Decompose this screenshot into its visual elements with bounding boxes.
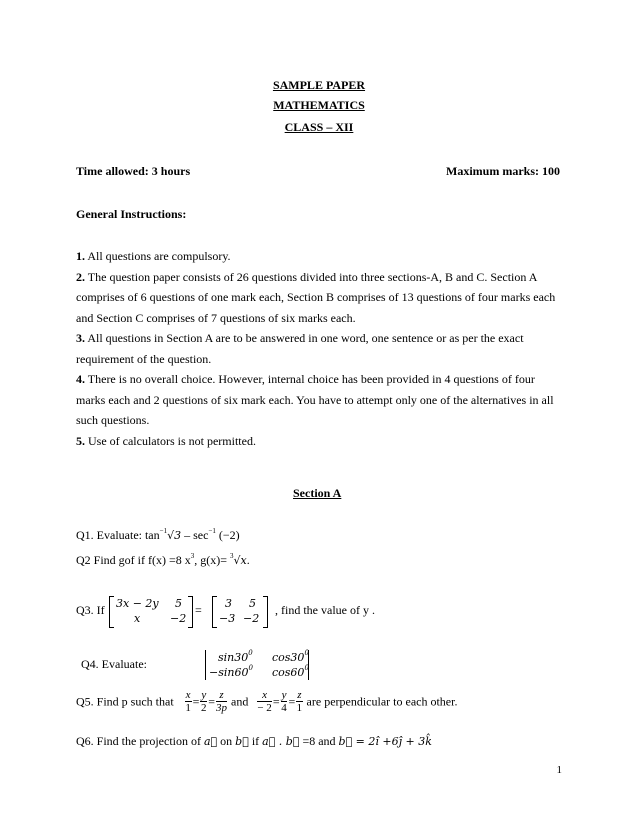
time-allowed: Time allowed: 3 hours xyxy=(76,164,191,178)
determinant: $\sin 30^0$ $\cos 30^0$ $-\sin 60^0$ $\cos 60^0$ xyxy=(205,650,315,682)
matrix-left: 3x − 2y 5 x −2 xyxy=(109,596,209,628)
question-4-label: Q4. Evaluate: xyxy=(81,657,147,671)
instruction-item: 3. All questions in Section A are to be answered in one word, one sentence or as per the exact requirement of the question. xyxy=(76,331,524,366)
instruction-item: 1. All questions are compulsory. xyxy=(76,249,231,263)
instructions-heading: General Instructions: xyxy=(76,207,187,221)
maximum-marks: Maximum marks: 100 xyxy=(446,164,560,178)
question-5: Q5. Find p such that $\frac{x}{1}$ = $\frac{y}{2}$ = $\frac{z}{3p}$ and $\frac{x}{- 2}$ = $\frac{y}{4}$ = $\frac{z}{1}$ are perpendicular to each other. xyxy=(76,689,458,714)
matrix-right: 3 5 −3 −2 xyxy=(212,596,272,628)
question-1: Q1. Evaluate: $\tan^{-1}√3 - \sec^{-1} (-2)$ xyxy=(76,527,240,542)
question-2: Q2 Find gof if f(x) =8 $x^3$, g(x)= $^3$√x. xyxy=(76,552,250,567)
page-number: 1 xyxy=(556,764,562,776)
paper-subject: MATHEMATICS xyxy=(273,98,365,112)
question-3-label: Q3. If xyxy=(76,603,105,617)
instruction-item: 4. There is no overall choice. However, internal choice has been provided in 4 questions of four marks each and 2 questions of six mark each. You have to attempt only one of the alternatives in all such questions. xyxy=(76,372,554,427)
matrix-equals: = xyxy=(195,603,202,617)
paper-class: CLASS – XII xyxy=(284,120,354,134)
paper-title: SAMPLE PAPER xyxy=(272,78,366,92)
question-3-tail: , find the value of y . xyxy=(275,603,375,617)
instruction-list xyxy=(76,246,566,451)
instruction-item: 2. The question paper consists of 26 questions divided into three sections-A, B and C. Section A comprises of 6 questions of one mark each, Section B comprises of 13 questions of four marks each and Section C comprises of 7 questions of six marks each. xyxy=(76,269,556,325)
question-6: Q6. Find the projection of a⃗ on b⃗ if a⃗ . b⃗ =8 and b⃗ = 2î +6ĵ + 3k̂ xyxy=(76,734,432,748)
instruction-item: 5. Use of calculators is not permitted. xyxy=(76,433,256,448)
section-a-heading: Section A xyxy=(293,486,342,500)
